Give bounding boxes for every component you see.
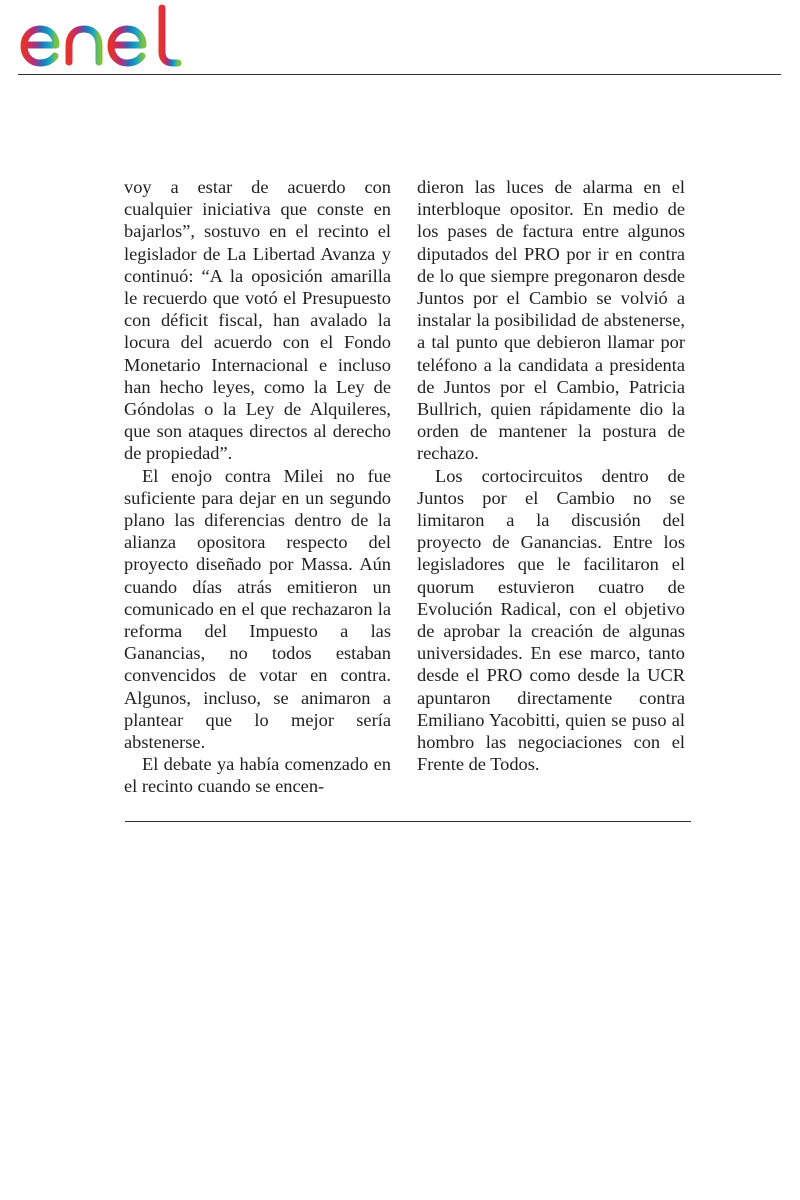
article-paragraph: El debate ya había comenzado en el recinto cuando se encen- [124,754,391,797]
article-paragraph: dieron las luces de alarma en el interbloque opositor. En medio de los pases de factura entre algunos diputados del PRO por ir en contra de lo que siempre pregonaron desde Juntos por el Cambio se volvió a instalar la posibilidad de abstenerse, a tal punto que debieron llamar por teléfono a la candidata a presidenta de Juntos por el Cambio, Patricia Bullrich, quien rápidamente dio la orden de mantener la postura de rechazo. [417,177,685,464]
article-paragraph: voy a estar de acuerdo con cualquier iniciativa que conste en bajarlos”, sostuvo en el recinto el legislador de La Libertad Avanza y continuó: “A la oposición amarilla le recuerdo que votó el Presupuesto con déficit fiscal, han avalado la locura del acuerdo con el Fondo Monetario Internacional e incluso han hecho leyes, como la Ley de Góndolas o la Ley de Alquileres, que son ataques directos al derecho de propiedad”. [124,177,391,464]
enel-logo [18,4,183,68]
article-column-right [417,176,685,775]
article-paragraph: Los cortocircuitos dentro de Juntos por el Cambio no se limitaron a la discusión del proyecto de Ganancias. Entre los legisladores que le facilitaron el quorum estuvieron cuatro de Evolución Radical, con el objetivo de aprobar la creación de algunas universidades. En ese marco, tanto desde el PRO como desde la UCR apuntaron directamente contra Emiliano Yacobitti, quien se puso al hombro las negociaciones con el Frente de Todos. [417,465,685,775]
article-end-rule [125,821,691,822]
enel-logo-graphic [18,4,183,68]
article-column-left [124,176,391,798]
article-paragraph: El enojo contra Milei no fue suficiente para dejar en un segundo plano las diferencias dentro de la alianza opositora respecto del proyecto diseñado por Massa. Aún cuando días atrás emitieron un comunicado en el que rechazaron la reforma del Impuesto a las Ganancias, no todos estaban convencidos de votar en contra. Algunos, incluso, se animaron a plantear que lo mejor sería abstenerse. [124,465,391,753]
header-rule [18,74,781,75]
